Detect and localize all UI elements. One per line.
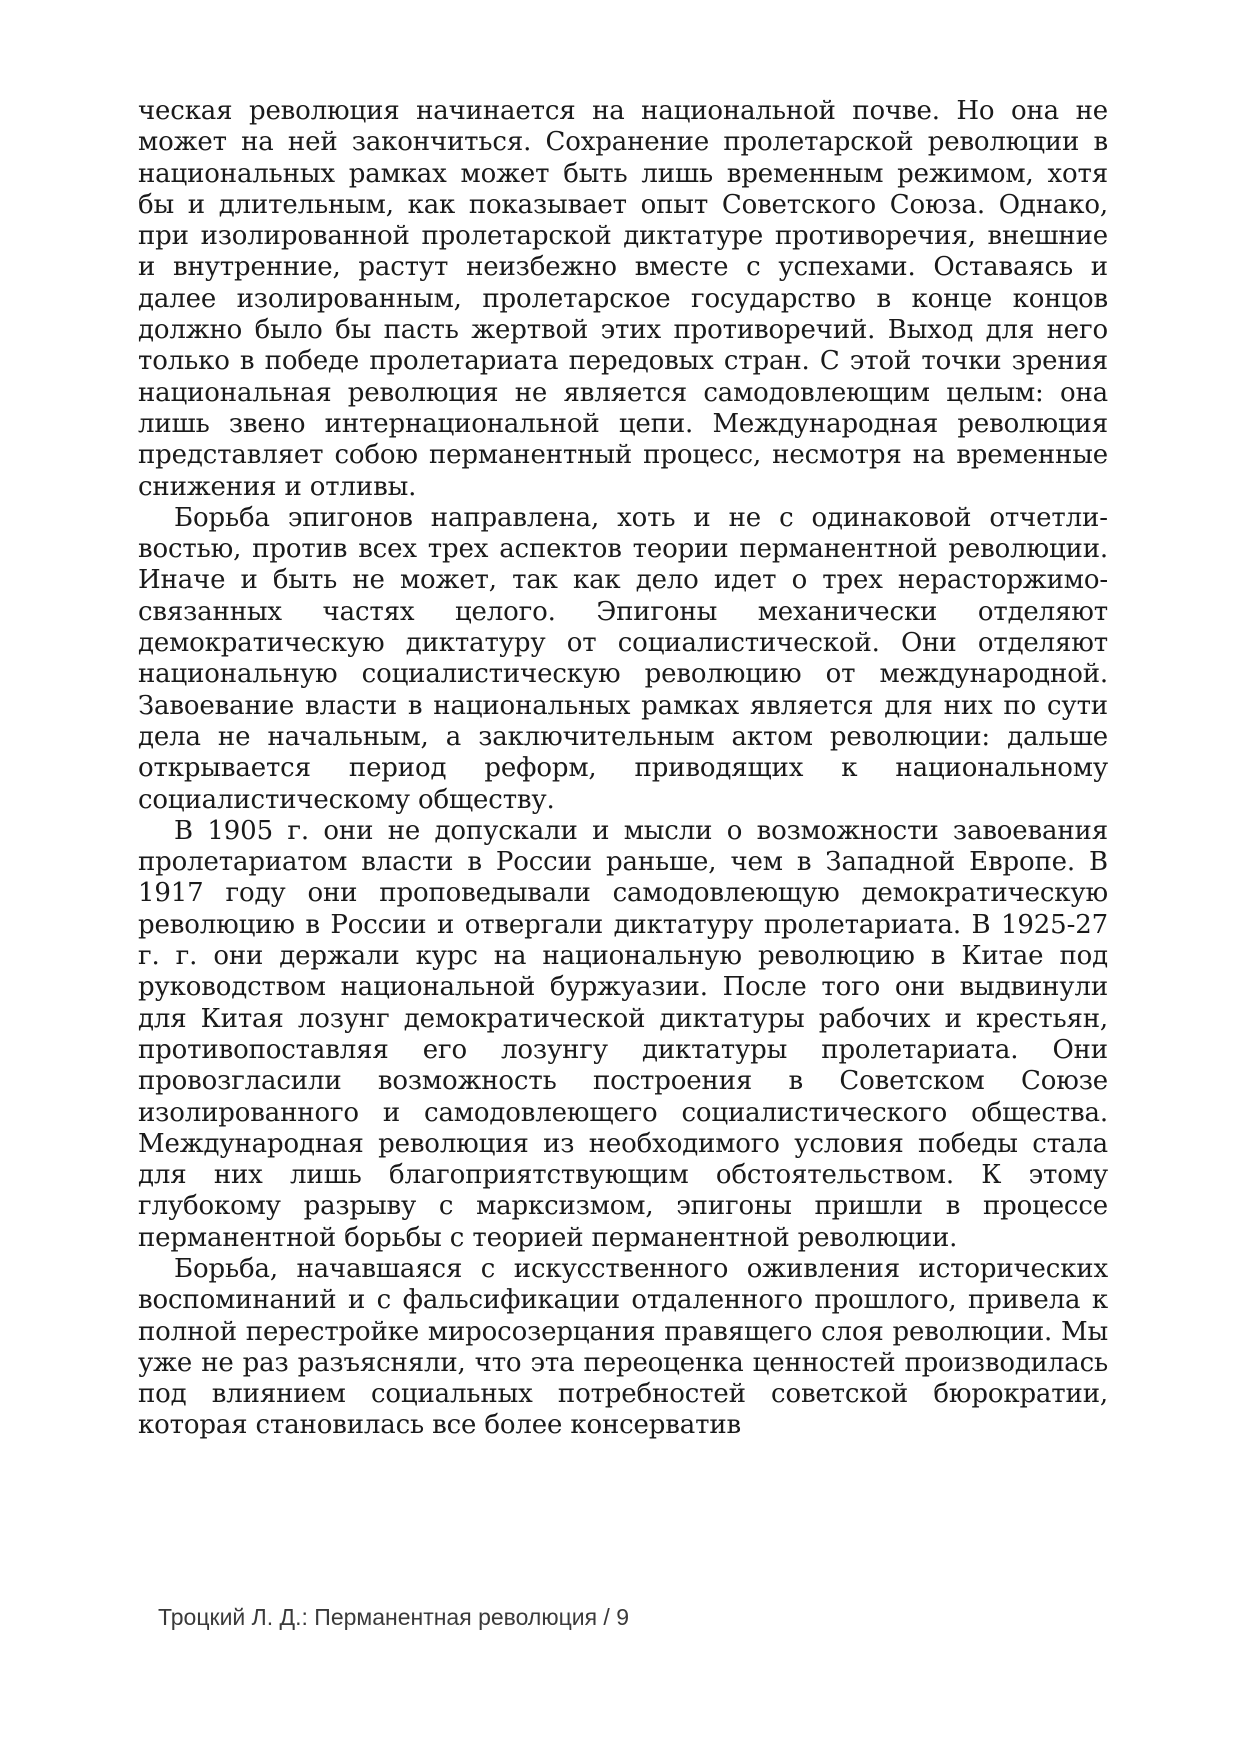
body-text (138, 96, 1108, 1442)
page-footer: Троцкий Л. Д.: Перманентная революция / 9 (158, 1604, 630, 1630)
paragraph-continued: ческая революция начинается на национальной почве. Но она не может на ней закончиться. Сохранение пролетарской революции в национальных рамках может быть лишь временным режимом, хотя бы и длительным, как показывает опыт Советского Союза. Однако, при изолированной пролетарской диктатуре противоречия, внешние и внутренние, растут неизбежно вместе с успехами. Оставаясь и далее изолированным, пролетарское государство в конце концов должно было бы пасть жертвой этих противоречий. Выход для него только в победе пролетариата передовых стран. С этой точки зрения национальная революция не является самодовлеющим целым: она лишь звено интернациональной цепи. Международная революция представляет собою перманентный процесс, несмотря на временные снижения и отливы. (138, 96, 1108, 502)
paragraph-epigones-struggle: Борьба эпигонов направлена, хоть и не с одинаковой отчетливостью, против всех трех аспектов теории перманентной революции. Иначе и быть не может, так как дело идет о трех нерасторжимо-связанных частях целого. Эпигоны механически отделяют демократическую диктатуру от социалистической. Они отделяют национальную социалистическую революцию от международной. Завоевание власти в национальных рамках является для них по сути дела не начальным, а заключительным актом революции: дальше открывается период реформ, приводящих к национальному социалистическому обществу. (138, 502, 1108, 815)
paragraph-1905: В 1905 г. они не допускали и мысли о возможности завоевания пролетариатом власти в России раньше, чем в Западной Европе. В 1917 году они проповедывали самодовлеющую демократическую революцию в России и отвергали диктатуру пролетариата. В 1925-27 г. г. они держали курс на национальную революцию в Китае под руководством национальной буржуазии. После того они выдвинули для Китая лозунг демократической диктатуры рабочих и крестьян, противопоставляя его лозунгу диктатуры пролетариата. Они провозгласили возможность построения в Советском Союзе изолированного и самодовлеющего социалистического общества. Международная революция из необходимого условия победы стала для них лишь благоприятствующим обстоятельством. К этому глубокому разрыву с марксизмом, эпигоны пришли в процессе перманентной борьбы с теорией перманентной революции. (138, 815, 1108, 1253)
paragraph-falsification: Борьба, начавшаяся с искусственного оживления исторических воспоминаний и с фальсификации отдаленного прошлого, привела к полной перестройке миросозерцания правящего слоя революции. Мы уже не раз разъясняли, что эта переоценка ценностей производилась под влиянием социальных потребностей советской бюрократии, которая становилась все более консерватив (138, 1253, 1108, 1441)
